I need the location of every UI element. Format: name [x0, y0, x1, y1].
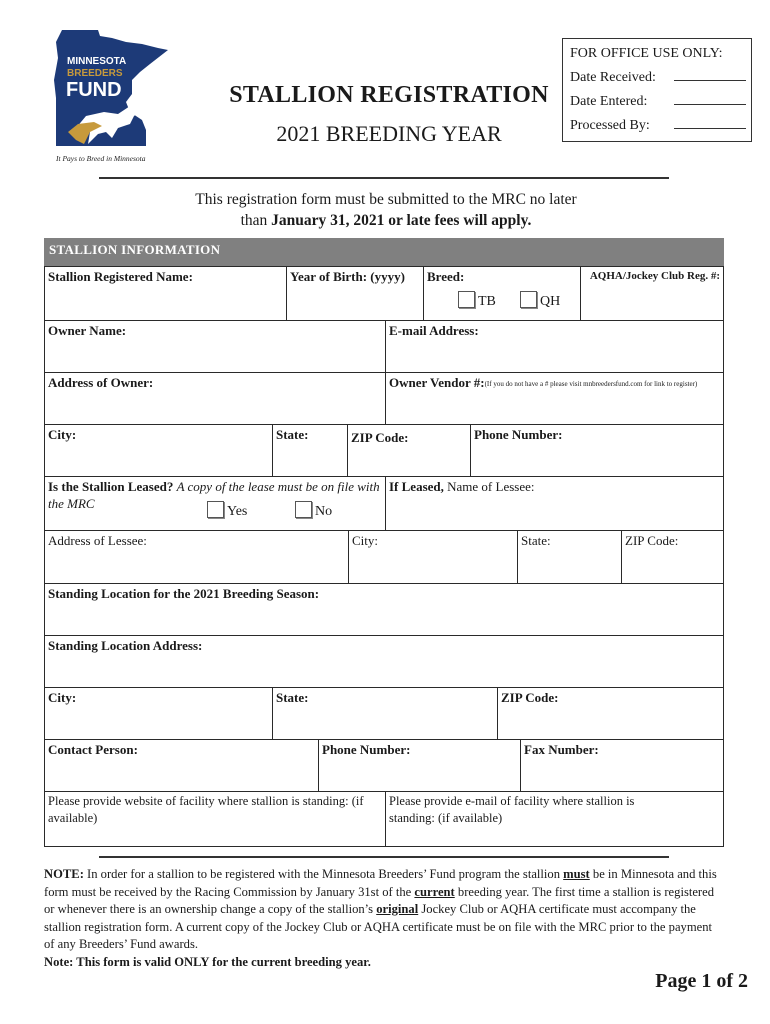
- owner-name-label: Owner Name:: [48, 323, 127, 338]
- owner-state-label: State:: [276, 427, 309, 442]
- standing-zip-label: ZIP Code:: [501, 690, 559, 705]
- no-label: No: [315, 504, 333, 519]
- standing-address-field[interactable]: [44, 635, 724, 688]
- lessee-state-field[interactable]: [517, 530, 622, 584]
- owner-vendor-note: (If you do not have a # please visit mnbreedersfund.com for link to register): [484, 380, 698, 388]
- stallion-information-form: [44, 238, 724, 847]
- owner-state-field[interactable]: [272, 424, 348, 477]
- date-received-blank: [674, 66, 746, 81]
- stallion-name-label: Stallion Registered Name:: [48, 269, 193, 284]
- qh-checkbox[interactable]: [520, 291, 537, 308]
- lessee-zip-label: ZIP Code:: [625, 533, 679, 548]
- note-text-1: In order for a stallion to be registered with the Minnesota Breeders’ Fund program the stallion: [83, 867, 564, 881]
- fax-number-field[interactable]: [520, 739, 724, 792]
- stallion-leased-field: [44, 476, 386, 531]
- date-entered-row: [570, 90, 751, 114]
- facility-email-label: Please provide e-mail of facility where stallion is standing: (if available): [389, 794, 635, 825]
- registration-number-label: AQHA/Jockey Club Reg. #:: [589, 270, 720, 282]
- breed-field: [423, 266, 581, 321]
- instructions-line-1: This registration form must be submitted to the MRC no later: [195, 191, 577, 208]
- lessee-name-field[interactable]: [385, 476, 724, 531]
- standing-zip-field[interactable]: [497, 687, 724, 740]
- registration-number-field[interactable]: [580, 266, 724, 321]
- page-number: Page 1 of 2: [655, 970, 748, 992]
- contact-phone-field[interactable]: [318, 739, 521, 792]
- year-of-birth-label: Year of Birth: (yyyy): [290, 269, 405, 284]
- processed-by-label: Processed By:: [570, 118, 650, 133]
- logo-graphic: [46, 28, 172, 168]
- breed-tb-option[interactable]: [458, 291, 496, 310]
- form-title: STALLION REGISTRATION: [229, 82, 549, 108]
- owner-city-field[interactable]: [44, 424, 273, 477]
- office-use-heading: FOR OFFICE USE ONLY:: [570, 46, 723, 61]
- facility-website-field[interactable]: [44, 791, 386, 847]
- note-text-4: Jockey Club or AQHA certificate must accompany the stallion registration form. A current copy of the Jockey Club or AQHA certificate must be on file with the MRC prior to the payment of any Breeders’ Fund awards.: [44, 902, 713, 951]
- facility-email-field[interactable]: [385, 791, 724, 847]
- lessee-city-field[interactable]: [348, 530, 518, 584]
- email-address-label: E-mail Address:: [389, 323, 479, 338]
- footer-divider: [99, 856, 669, 858]
- tb-checkbox[interactable]: [458, 291, 475, 308]
- validity-note: Note: This form is valid ONLY for the current breeding year.: [44, 954, 371, 969]
- form-subtitle: 2021 BREEDING YEAR: [276, 121, 502, 146]
- lessee-state-label: State:: [521, 533, 551, 548]
- yes-checkbox[interactable]: [207, 501, 224, 518]
- note-emphasis-original: original: [376, 902, 419, 916]
- lessee-name-label: Name of Lessee:: [447, 479, 535, 494]
- owner-name-field[interactable]: [44, 320, 386, 373]
- standing-address-label: Standing Location Address:: [48, 638, 203, 653]
- standing-location-field[interactable]: [44, 583, 724, 636]
- contact-person-field[interactable]: [44, 739, 319, 792]
- leased-yes-option[interactable]: [207, 501, 247, 520]
- note-label: NOTE:: [44, 867, 84, 881]
- logo-line-3: FUND: [66, 79, 122, 101]
- yes-label: Yes: [227, 504, 248, 519]
- qh-label: QH: [540, 294, 561, 309]
- owner-address-label: Address of Owner:: [48, 375, 154, 390]
- submission-instructions: [60, 189, 712, 231]
- owner-city-label: City:: [48, 427, 77, 442]
- owner-address-field[interactable]: [44, 372, 386, 425]
- minnesota-breeders-fund-logo: [46, 28, 172, 168]
- contact-person-label: Contact Person:: [48, 742, 138, 757]
- registration-note: [44, 866, 724, 971]
- no-checkbox[interactable]: [295, 501, 312, 518]
- note-text-2: be in Minnesota and this form must be received by the Racing Commission by January 31st of the: [44, 867, 717, 899]
- lease-copy-note: A copy of the lease must be on file with the MRC: [48, 479, 380, 511]
- tb-label: TB: [478, 294, 496, 309]
- note-emphasis-must: must: [563, 867, 590, 881]
- standing-city-label: City:: [48, 690, 77, 705]
- stallion-name-field[interactable]: [44, 266, 287, 321]
- processed-by-blank: [674, 114, 746, 129]
- owner-phone-label: Phone Number:: [474, 427, 563, 442]
- leased-no-option[interactable]: [295, 501, 332, 520]
- owner-vendor-field[interactable]: [385, 372, 724, 425]
- date-received-row: [570, 66, 751, 90]
- breed-qh-option[interactable]: [520, 291, 560, 310]
- fax-number-label: Fax Number:: [524, 742, 599, 757]
- standing-state-label: State:: [276, 690, 309, 705]
- header-divider: [99, 177, 669, 179]
- leased-question: Is the Stallion Leased?: [48, 479, 174, 494]
- date-entered-blank: [674, 90, 746, 105]
- deadline-text: January 31, 2021 or late fees will apply.: [271, 212, 532, 229]
- if-leased-label: If Leased,: [389, 479, 444, 494]
- lessee-address-label: Address of Lessee:: [48, 533, 147, 548]
- date-received-label: Date Received:: [570, 70, 656, 85]
- lessee-city-label: City:: [352, 533, 379, 548]
- owner-zip-field[interactable]: [347, 424, 471, 477]
- office-use-box: [562, 38, 752, 142]
- note-emphasis-current: current: [414, 884, 455, 899]
- note-text-3: breeding year. The first time a stallion is registered or whenever there is an ownership change a copy of the stallion’s: [44, 884, 715, 916]
- logo-line-1: MINNESOTA: [67, 56, 127, 67]
- processed-by-row: [570, 114, 751, 138]
- lessee-zip-field[interactable]: [621, 530, 724, 584]
- section-header: STALLION INFORMATION: [44, 238, 724, 266]
- owner-phone-field[interactable]: [470, 424, 724, 477]
- facility-website-label: Please provide website of facility where stallion is standing: (if available): [48, 794, 364, 825]
- owner-vendor-label: Owner Vendor #:: [389, 375, 485, 390]
- contact-phone-label: Phone Number:: [322, 742, 411, 757]
- lessee-address-field[interactable]: [44, 530, 349, 584]
- year-of-birth-field[interactable]: [286, 266, 424, 321]
- email-address-field[interactable]: [385, 320, 724, 373]
- logo-line-2: BREEDERS: [67, 68, 123, 79]
- standing-location-label: Standing Location for the 2021 Breeding Season:: [48, 586, 320, 601]
- logo-tagline: It Pays to Breed in Minnesota: [56, 154, 146, 163]
- breed-label: Breed:: [427, 269, 465, 284]
- standing-state-field[interactable]: [272, 687, 498, 740]
- instructions-line-2: [60, 210, 712, 231]
- standing-city-field[interactable]: [44, 687, 273, 740]
- instructions-prefix: than: [240, 212, 272, 229]
- date-entered-label: Date Entered:: [570, 94, 648, 109]
- owner-zip-label: ZIP Code:: [351, 430, 409, 445]
